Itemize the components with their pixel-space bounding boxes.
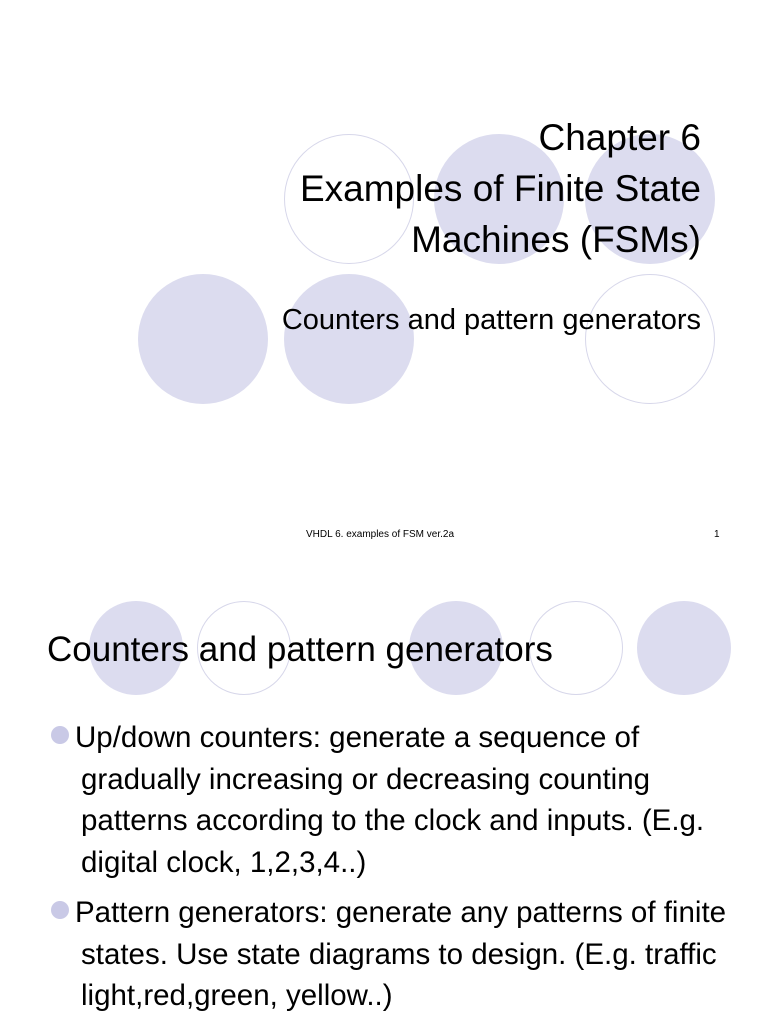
decorative-circle xyxy=(585,274,715,404)
title-line: Machines (FSMs) xyxy=(411,219,701,260)
bullet-item xyxy=(47,717,737,883)
decorative-circle xyxy=(637,601,731,695)
bullet-item xyxy=(47,892,737,1017)
bullet-icon xyxy=(51,726,69,744)
slide-title xyxy=(300,112,701,265)
slide-footer: VHDL 6. examples of FSM ver.2a xyxy=(306,529,455,540)
bullet-icon xyxy=(51,901,69,919)
bullet-text: Up/down counters: generate a sequence of gradually increasing or decreasing counting patterns according to the clock and inputs. (E.g. digital clock, 1,2,3,4..) xyxy=(75,721,705,879)
title-line: Examples of Finite State xyxy=(299,168,701,209)
content-slide xyxy=(0,576,768,1024)
bullet-text: Pattern generators: generate any patterns of finite states. Use state diagrams to design. (E.g. traffic light,red,green, yellow..) xyxy=(75,896,727,1012)
decorative-circle xyxy=(138,274,268,404)
bullet-list xyxy=(47,717,737,1024)
slide-number: 1 xyxy=(714,529,720,540)
decorative-circle xyxy=(284,274,414,404)
slide-title: Counters and pattern generators xyxy=(47,630,553,669)
slide-subtitle: Counters and pattern generators xyxy=(281,304,701,336)
title-line: Chapter 6 xyxy=(538,117,701,158)
